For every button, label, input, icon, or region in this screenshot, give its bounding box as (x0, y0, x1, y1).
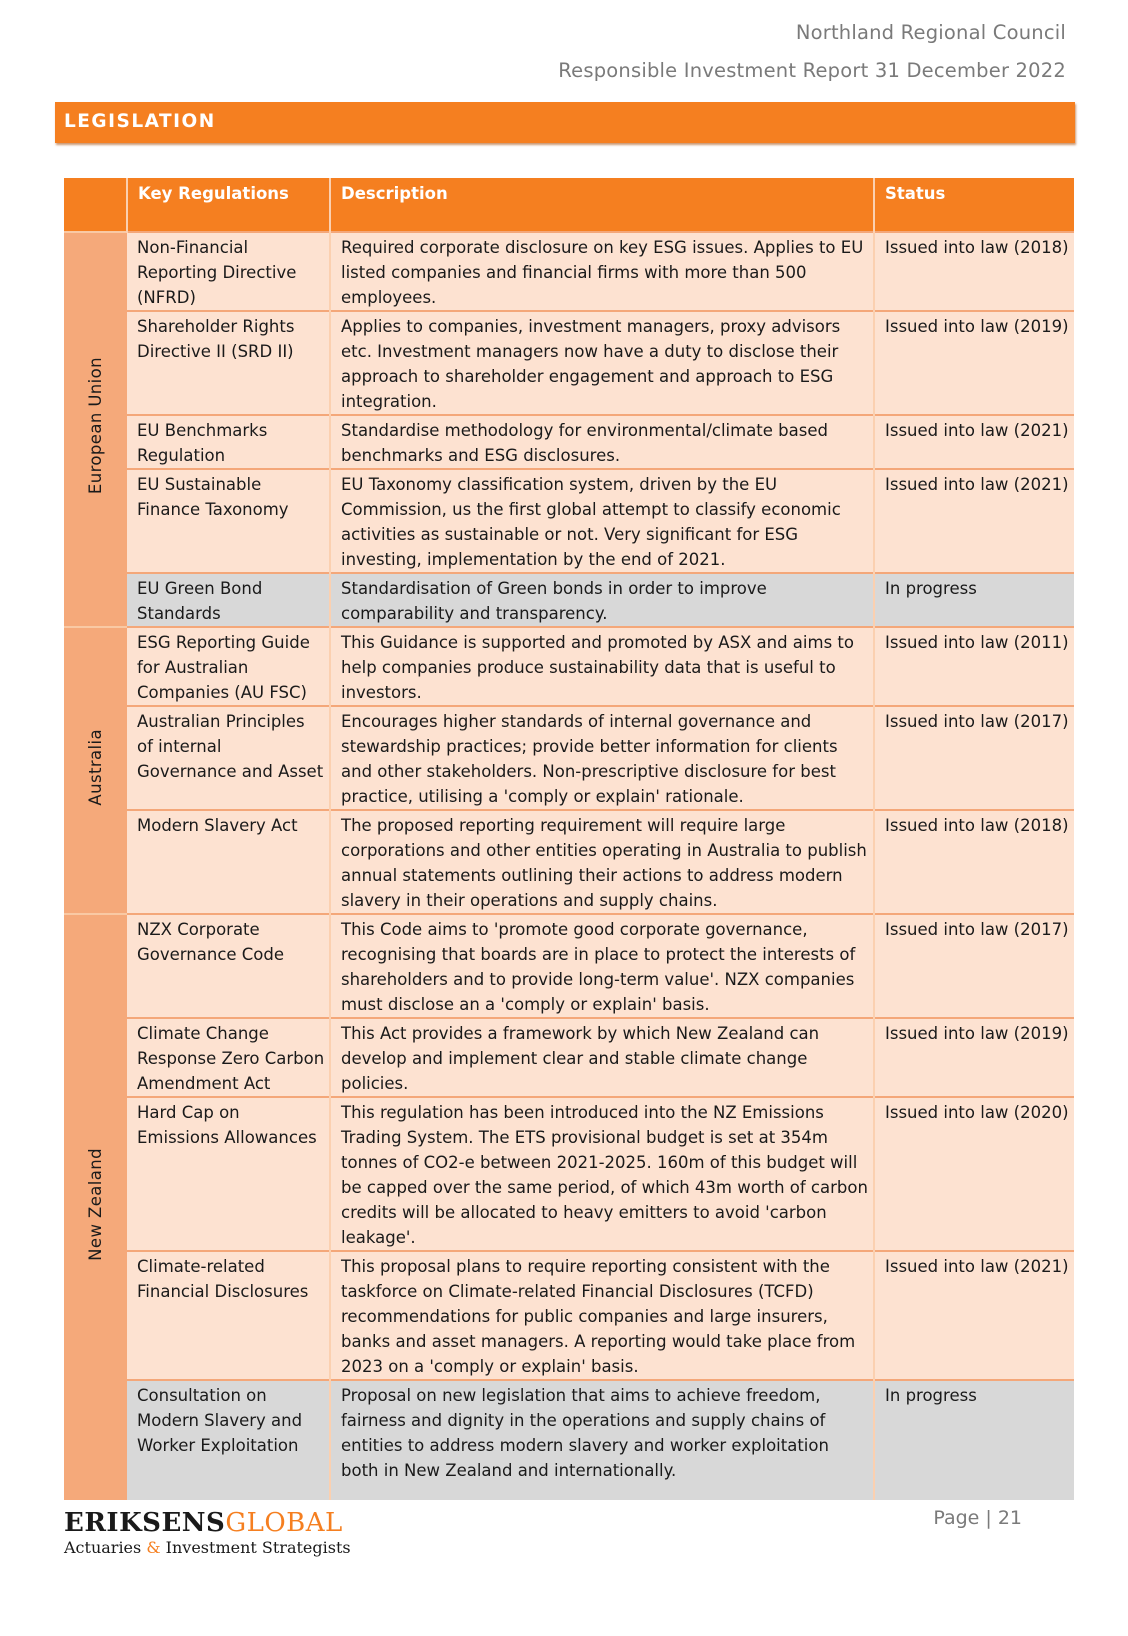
section-title: LEGISLATION (64, 111, 216, 132)
description-cell: EU Taxonomy classification system, driven by the EU Commission, us the first global attempt to classify economic activities as sustainable or not. Very significant for ESG investing, implementation by the end of 2021. (330, 469, 874, 573)
description-cell: This Act provides a framework by which New Zealand can develop and implement clear and stable climate change policies. (330, 1018, 874, 1097)
description-cell: This proposal plans to require reporting consistent with the taskforce on Climate-related Financial Disclosures (TCFD) recommendations for public companies and large insurers, banks and asset managers. A reporting would take place from 2023 on a 'comply or explain' basis. (330, 1251, 874, 1380)
table-row (64, 627, 1074, 706)
description-cell: This Guidance is supported and promoted by ASX and aims to help companies produce sustainability data that is useful to investors. (330, 627, 874, 706)
description-cell: Applies to companies, investment managers, proxy advisors etc. Investment managers now have a duty to disclose their approach to shareholder engagement and approach to ESG integration. (330, 311, 874, 415)
tagline-actuaries: Actuaries (64, 1538, 142, 1557)
regulation-cell: EU Sustainable Finance Taxonomy (127, 469, 330, 573)
tagline-investment-strategists: Investment Strategists (165, 1538, 351, 1557)
table-row (64, 1097, 1074, 1251)
description-cell: Standardisation of Green bonds in order to improve comparability and transparency. (330, 573, 874, 627)
region-label: Australia (86, 728, 105, 806)
regulation-cell: Non-Financial Reporting Directive (NFRD) (127, 232, 330, 311)
table-row (64, 415, 1074, 469)
description-cell: Encourages higher standards of internal governance and stewardship practices; provide better information for clients and other stakeholders. Non-prescriptive disclosure for best practice, utilising a 'comply or explain' rationale. (330, 706, 874, 810)
status-cell: Issued into law (2020) (874, 1097, 1074, 1251)
legislation-table (64, 178, 1074, 1500)
table-row (64, 232, 1074, 311)
logo-wordmark (64, 1508, 351, 1538)
status-cell: Issued into law (2018) (874, 232, 1074, 311)
table-row (64, 810, 1074, 914)
regulation-cell: Australian Principles of internal Governance and Asset (127, 706, 330, 810)
column-header-key-regulations: Key Regulations (127, 178, 330, 232)
column-header-region (64, 178, 127, 232)
column-header-description: Description (330, 178, 874, 232)
table-row (64, 1251, 1074, 1380)
regulation-cell: Modern Slavery Act (127, 810, 330, 914)
region-label: European Union (86, 357, 105, 495)
description-cell: This Code aims to 'promote good corporate governance, recognising that boards are in place to protect the interests of shareholders and to provide long-term value'. NZX companies must disclose an a 'comply or explain' basis. (330, 914, 874, 1018)
regulation-cell: Climate Change Response Zero Carbon Amendment Act (127, 1018, 330, 1097)
page-number: Page | 21 (933, 1507, 1022, 1529)
table-row (64, 1380, 1074, 1500)
org-name: Northland Regional Council (795, 21, 1066, 44)
region-cell-eu (64, 232, 127, 627)
regulation-cell: EU Benchmarks Regulation (127, 415, 330, 469)
regulation-cell: Climate-related Financial Disclosures (127, 1251, 330, 1380)
table-row (64, 914, 1074, 1018)
status-cell: Issued into law (2011) (874, 627, 1074, 706)
description-cell: Standardise methodology for environmental/climate based benchmarks and ESG disclosures. (330, 415, 874, 469)
logo-wordmark-part2: GLOBAL (225, 1508, 343, 1538)
report-title: Responsible Investment Report 31 December 2022 (558, 59, 1066, 82)
description-cell: Required corporate disclosure on key ESG issues. Applies to EU listed companies and financial firms with more than 500 employees. (330, 232, 874, 311)
table-header-row (64, 178, 1074, 232)
table-row (64, 706, 1074, 810)
column-header-status: Status (874, 178, 1074, 232)
regulation-cell: NZX Corporate Governance Code (127, 914, 330, 1018)
region-cell-new-zealand (64, 914, 127, 1500)
description-cell: The proposed reporting requirement will require large corporations and other entities operating in Australia to publish annual statements outlining their actions to address modern slavery in their operations and supply chains. (330, 810, 874, 914)
status-cell: Issued into law (2017) (874, 914, 1074, 1018)
status-cell: Issued into law (2021) (874, 1251, 1074, 1380)
status-cell: Issued into law (2019) (874, 311, 1074, 415)
company-logo (64, 1508, 351, 1557)
status-cell: Issued into law (2018) (874, 810, 1074, 914)
description-cell: This regulation has been introduced into the NZ Emissions Trading System. The ETS provisional budget is set at 354m tonnes of CO2-e between 2021-2025. 160m of this budget will be capped over the same period, of which 43m worth of carbon credits will be allocated to heavy emitters to avoid 'carbon leakage'. (330, 1097, 874, 1251)
status-cell: In progress (874, 573, 1074, 627)
region-label: New Zealand (86, 1147, 105, 1261)
table-row (64, 469, 1074, 573)
tagline-ampersand: & (146, 1538, 161, 1557)
table-row (64, 1018, 1074, 1097)
status-cell: Issued into law (2021) (874, 469, 1074, 573)
description-cell: Proposal on new legislation that aims to achieve freedom, fairness and dignity in the operations and supply chains of entities to address modern slavery and worker exploitation both in New Zealand and internationally. (330, 1380, 874, 1500)
table-row (64, 573, 1074, 627)
regulation-cell: ESG Reporting Guide for Australian Companies (AU FSC) (127, 627, 330, 706)
report-header (558, 14, 1066, 90)
status-cell: Issued into law (2019) (874, 1018, 1074, 1097)
section-heading-bar (55, 102, 1075, 143)
table-row (64, 311, 1074, 415)
logo-wordmark-part1: ERIKSENS (64, 1508, 226, 1538)
regulation-cell: EU Green Bond Standards (127, 573, 330, 627)
status-cell: Issued into law (2017) (874, 706, 1074, 810)
regulation-cell: Consultation on Modern Slavery and Worker Exploitation (127, 1380, 330, 1500)
logo-tagline (64, 1538, 351, 1557)
status-cell: In progress (874, 1380, 1074, 1500)
status-cell: Issued into law (2021) (874, 415, 1074, 469)
regulation-cell: Shareholder Rights Directive II (SRD II) (127, 311, 330, 415)
regulation-cell: Hard Cap on Emissions Allowances (127, 1097, 330, 1251)
region-cell-australia (64, 627, 127, 914)
